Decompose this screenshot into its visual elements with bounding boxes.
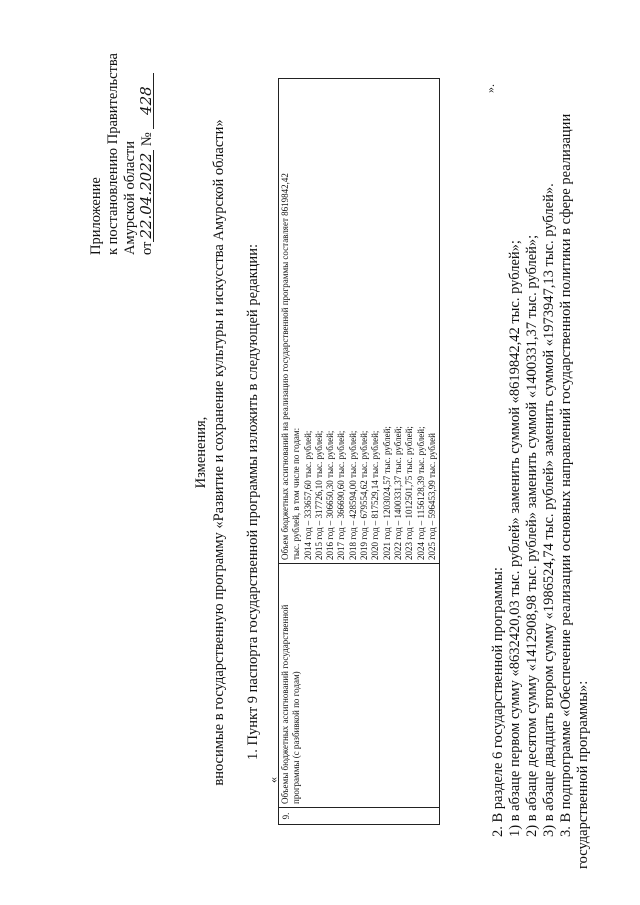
- value-line: 2015 год – 317726,10 тыс. рублей;: [313, 430, 324, 560]
- value-line: тыс. рублей, в том числе по годам:: [291, 427, 302, 560]
- item-1-text: 1. Пункт 9 паспорта государственной программы изложить в следующей редакции:: [245, 244, 261, 760]
- value-line: 2016 год – 306650,30 тыс. рублей;: [325, 430, 336, 560]
- value-line: 2017 год – 366690,60 тыс. рублей;: [336, 430, 347, 560]
- row-value: [279, 79, 440, 564]
- value-line: 2023 год – 1012501,75 тыс. рублей;: [404, 426, 415, 560]
- paragraph-1: 1) в абзаце первом сумму «8632420,03 тыс. рублей» заменить суммой «8619842,42 тыс. рублей»;: [507, 240, 523, 837]
- document-subtitle: вносимые в государственную программу «Развитие и сохранение культуры и искусства Амурской области»: [211, 119, 227, 786]
- appendix-block: [88, 53, 156, 255]
- value-line: 2024 год – 1156128,39 тыс. рублей;: [415, 426, 426, 560]
- value-line: 2022 год – 1400331,37 тыс. рублей;: [392, 426, 403, 560]
- number-label: №: [139, 132, 155, 147]
- passport-table: [278, 78, 440, 825]
- section-2-heading: 2. В разделе 6 государственной программы:: [490, 567, 506, 837]
- value-line: 2021 год – 1203024,57 тыс. рублей;: [381, 426, 392, 560]
- paragraph-3: 3) в абзаце двадцать втором сумму «1986524,74 тыс. рублей» заменить суммой «1973947,13 тыс. рублей».: [541, 183, 557, 837]
- value-line: 2020 год – 817529,14 тыс. рублей;: [370, 430, 381, 560]
- value-line: Объем бюджетных ассигнований на реализацию государственной программы составляет 8619842,42: [280, 173, 290, 560]
- appendix-resolution-label: к постановлению Правительства: [105, 53, 121, 255]
- row-name: Объемы бюджетных ассигнований государственной программы (с разбивкой по годам): [279, 564, 440, 808]
- value-line: 2018 год – 428594,00 тыс. рублей;: [347, 430, 358, 560]
- appendix-region: Амурской области: [122, 141, 138, 255]
- item-3-subprogram-line2: государственной программы»:: [575, 680, 591, 869]
- table-row: [279, 79, 440, 825]
- appendix-title: Приложение: [88, 177, 104, 255]
- item-3-subprogram-line1: 3. В подпрограмме «Обеспечение реализации основных направлений государственной политики в сфере реализации: [558, 113, 574, 837]
- value-line: 2014 год – 333657,60 тыс. рублей;: [302, 430, 313, 560]
- opening-quote: «: [266, 777, 280, 783]
- handwritten-date: 22.04.2022: [139, 150, 154, 242]
- document-title: Изменения,: [193, 416, 209, 489]
- handwritten-number: 428: [139, 73, 154, 129]
- paragraph-2: 2) в абзаце десятом сумму «1412908,98 тыс. рублей» заменить суммой «1400331,37 тыс. рублей»;: [524, 234, 540, 837]
- appendix-date-number-line: [139, 53, 156, 255]
- value-line: 2025 год – 596453,99 тыс. рублей: [426, 433, 437, 560]
- row-number: 9.: [279, 808, 440, 825]
- closing-quote: ».: [483, 84, 497, 93]
- value-line: 2019 год – 679554,62 тыс. рублей;: [359, 430, 370, 560]
- from-label: от: [139, 241, 155, 255]
